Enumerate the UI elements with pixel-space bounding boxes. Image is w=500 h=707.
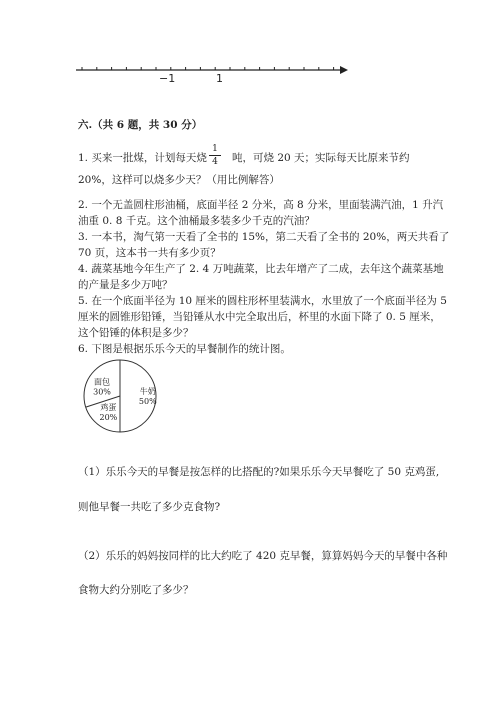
q5-line3: 这个铅锤的体积是多少？	[78, 327, 194, 339]
sub1-line2: 则他早餐一共吃了多少克食物?	[78, 501, 221, 513]
q1-text-line2: 20%，这样可以烧多少天？（用比例解答）	[78, 174, 280, 186]
q3-line1: 3. 一本书，淘气第一天看了全书的 15%，第二天看了全书的 20%，两天共看了	[78, 231, 450, 243]
q1-fraction-denominator: 4	[212, 157, 218, 167]
q6-line1: 6. 下图是根据乐乐今天的早餐制作的统计图。	[78, 343, 291, 355]
pie-label-percent: 20%	[99, 413, 118, 422]
number-line-label-neg1: −1	[159, 72, 176, 85]
q1-fraction-numerator: 1	[212, 144, 218, 154]
pie-label-name: 鸡蛋	[100, 403, 117, 412]
q1-fraction-bar	[209, 155, 221, 156]
pie-slice-labels	[93, 376, 157, 422]
pie-label-percent: 50%	[138, 397, 157, 406]
q2-line2: 油重 0. 8 千克。这个油桶最多装多少千克的汽油？	[78, 215, 315, 227]
pie-label-name: 牛奶	[139, 387, 156, 396]
sub2-line2: 食物大约分别吃了多少？	[78, 584, 194, 596]
q3-line2: 70 页，这本书一共有多少页？	[78, 247, 221, 259]
q4-line1: 4. 蔬菜基地今年生产了 2. 4 万吨蔬菜，比去年增产了二成，去年这个蔬菜基地	[78, 263, 444, 275]
q2-line1: 2. 一个无盖圆柱形油桶，底面半径 2 分米，高 8 分米，里面装满汽油，1 升汽	[78, 199, 444, 211]
section-title: 六.（共 6 题，共 30 分）	[78, 119, 203, 131]
q1-text-after: 吨，可烧 20 天；实际每天比原来节约	[232, 152, 410, 164]
number-line	[70, 62, 355, 82]
q5-line2: 厘米的圆锥形铅锤，当铅锤从水中完全取出后，杯里的水面下降了 0. 5 厘米，	[78, 311, 441, 323]
q5-line1: 5. 在一个底面半径为 10 厘米的圆柱形杯里装满水，水里放了一个底面半径为 5	[78, 295, 447, 307]
q1-text-before: 1. 买来一批煤，计划每天烧	[78, 152, 207, 164]
number-line-label-1: 1	[216, 72, 223, 85]
q4-line2: 的产量是多少万吨？	[78, 279, 173, 291]
pie-label-name: 面包	[94, 377, 110, 387]
sub2-line1: （2）乐乐的妈妈按同样的比大约吃了 420 克早餐，算算妈妈今天的早餐中各种	[78, 550, 448, 562]
number-line-arrow	[340, 66, 348, 74]
breakfast-pie-chart	[80, 356, 160, 436]
q1-fraction	[209, 144, 221, 167]
sub1-line1: （1）乐乐今天的早餐是按怎样的比搭配的?如果乐乐今天早餐吃了 50 克鸡蛋,	[78, 466, 440, 478]
pie-label-percent: 30%	[93, 387, 111, 397]
